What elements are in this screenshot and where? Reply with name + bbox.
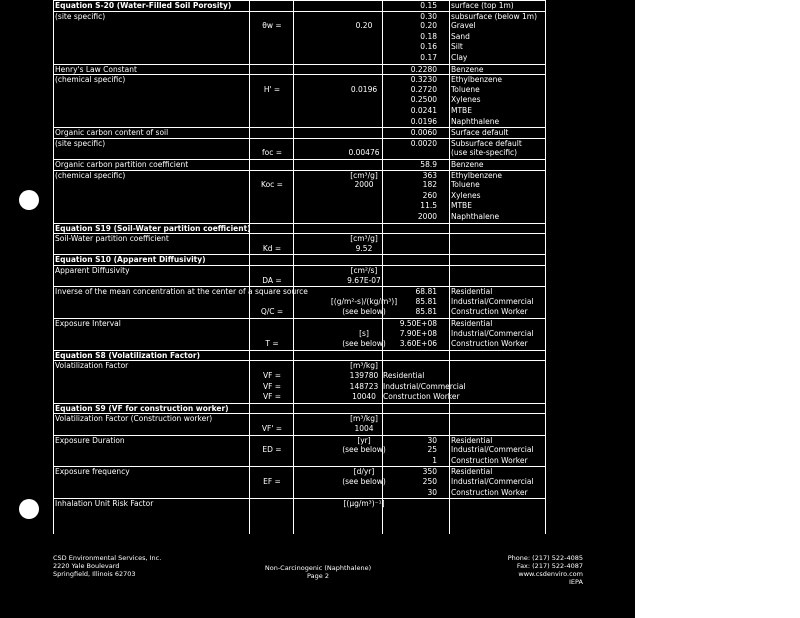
- table-row: [53, 191, 545, 202]
- number-cell: 0.15: [420, 1, 437, 10]
- table-row: [53, 53, 545, 64]
- document-subtitle: Non-Carcinogenic (Naphthalene): [264, 564, 372, 572]
- number-cell: 30: [427, 487, 437, 497]
- description-cell: Benzene: [451, 64, 484, 74]
- value-cell: 9.67E-07: [347, 275, 381, 285]
- agency-mark: IEPA: [569, 578, 583, 586]
- description-cell: Gravel: [451, 21, 476, 31]
- symbol-cell: VF =: [262, 392, 282, 402]
- description-cell: Industrial/Commercial: [451, 445, 534, 455]
- value-cell: [s]: [359, 328, 369, 338]
- description-cell: Sand: [451, 31, 470, 41]
- table-row: [53, 488, 545, 499]
- symbol-cell: Koc =: [261, 180, 283, 190]
- value-cell: [m³/kg]: [350, 414, 378, 424]
- table-row: [53, 85, 545, 96]
- number-cell: 3.60E+06: [399, 339, 437, 349]
- parameter-label: Equation S10 (Apparent Diffusivity): [55, 255, 206, 265]
- parameter-label: Volatilization Factor: [55, 361, 129, 371]
- parameter-label: Soil-Water partition coefficient: [55, 234, 169, 244]
- number-cell: 260: [422, 190, 437, 200]
- table-row: [53, 32, 545, 43]
- number-cell: 250: [422, 477, 437, 486]
- parameter-label: (site specific): [55, 138, 106, 148]
- symbol-cell: T =: [265, 339, 279, 349]
- description-cell: Subsurface default: [451, 138, 522, 148]
- description-cell: Naphthalene: [451, 116, 500, 126]
- symbol-cell: H' =: [263, 84, 281, 94]
- parameter-label: Exposure frequency: [55, 467, 130, 477]
- description-cell: MTBE: [451, 106, 472, 115]
- table-row: [53, 244, 545, 255]
- description-cell: Industrial/Commercial: [451, 296, 534, 306]
- description-cell: Surface default: [451, 128, 509, 138]
- description-cell: Industrial/Commercial: [451, 328, 534, 338]
- table-row: [53, 392, 545, 403]
- parameter-label: (chemical specific): [55, 170, 126, 180]
- symbol-cell: DA =: [262, 275, 282, 285]
- table-row: [53, 212, 545, 223]
- table-row: [53, 307, 545, 318]
- table-row: [53, 201, 545, 212]
- description-cell: Construction Worker: [383, 392, 460, 402]
- fax: Fax: (217) 522-4087: [516, 562, 583, 570]
- value-cell: [yr]: [357, 435, 371, 445]
- number-cell: 0.2500: [410, 95, 437, 105]
- number-cell: 0.0060: [410, 128, 437, 138]
- table-row: [53, 21, 545, 32]
- table-row: [53, 95, 545, 106]
- table-row: [53, 117, 545, 128]
- value-cell: (see below): [342, 339, 386, 349]
- parameter-label: Exposure Duration: [55, 435, 125, 445]
- description-cell: Silt: [451, 42, 463, 52]
- value-cell: 148723: [349, 381, 379, 391]
- number-cell: 0.2720: [410, 84, 437, 94]
- description-cell: Construction Worker: [451, 487, 528, 497]
- value-cell: (see below): [342, 445, 386, 455]
- number-cell: 0.18: [420, 31, 437, 41]
- street-address: 2220 Yale Boulevard: [53, 562, 120, 570]
- table-row: [53, 42, 545, 53]
- value-cell: 0.20: [355, 21, 373, 31]
- description-cell: Clay: [451, 53, 468, 62]
- page-number: Page 2: [307, 572, 329, 580]
- city-state: Springfield, Illinois 62703: [53, 570, 136, 578]
- symbol-cell: θw =: [262, 21, 282, 31]
- symbol-cell: ED =: [262, 445, 282, 455]
- number-cell: 0.0020: [410, 138, 437, 148]
- number-cell: 85.81: [415, 307, 437, 317]
- table-border: [545, 0, 546, 534]
- description-cell: Benzene: [451, 160, 484, 169]
- parameter-label: Exposure Interval: [55, 319, 121, 328]
- parameter-label: Equation S9 (VF for construction worker): [55, 403, 229, 413]
- description-cell: Residential: [451, 319, 493, 328]
- parameter-label: Organic carbon partition coefficient: [55, 160, 189, 169]
- table-row: [53, 498, 545, 510]
- value-cell: [d/yr]: [353, 467, 375, 477]
- value-cell: (see below): [342, 307, 386, 317]
- description-cell: Residential: [451, 435, 493, 445]
- table-row: [53, 382, 545, 393]
- table-row: [53, 148, 545, 159]
- number-cell: 85.81: [415, 296, 437, 306]
- table-row: [53, 371, 545, 382]
- value-cell: 1004: [354, 424, 374, 433]
- website: www.csdenviro.com: [518, 570, 583, 578]
- symbol-cell: EF =: [263, 477, 281, 486]
- number-cell: 0.0241: [410, 106, 437, 115]
- value-cell: [cm²/s]: [350, 266, 378, 275]
- description-cell: Toluene: [451, 84, 480, 94]
- description-cell: Xylenes: [451, 190, 481, 200]
- table-row: [53, 297, 545, 308]
- page-caption: [263, 564, 373, 580]
- description-cell: Construction Worker: [451, 339, 528, 349]
- parameter-label: (chemical specific): [55, 75, 126, 85]
- number-cell: 2000: [417, 212, 437, 221]
- parameter-label: Henry's Law Constant: [55, 64, 137, 74]
- number-cell: 0.3230: [410, 75, 437, 85]
- number-cell: 0.0196: [410, 116, 437, 126]
- parameter-label: Equation S8 (Volatilization Factor): [55, 350, 201, 360]
- number-cell: 350: [422, 467, 437, 477]
- symbol-cell: VF =: [262, 381, 282, 391]
- table-row: [53, 445, 545, 456]
- value-cell: 2000: [354, 180, 374, 190]
- parameter-label: (site specific): [55, 11, 106, 21]
- parameter-label: Volatilization Factor (Construction worker): [55, 414, 213, 424]
- value-cell: 0.0196: [350, 84, 378, 94]
- symbol-cell: VF' =: [261, 424, 283, 433]
- parameter-label: Equation S19 (Soil-Water partition coefficient): [55, 223, 251, 233]
- number-cell: 9.50E+08: [399, 319, 437, 328]
- number-cell: 11.5: [420, 201, 437, 211]
- company-address: [53, 554, 161, 578]
- table-row: [53, 276, 545, 287]
- table-row: [53, 477, 545, 488]
- number-cell: 0.17: [420, 53, 437, 62]
- value-cell: [m³/kg]: [350, 361, 378, 371]
- description-cell: (use site-specific): [451, 148, 518, 158]
- description-cell: Ethylbenzene: [451, 75, 503, 85]
- number-cell: 68.81: [415, 287, 437, 297]
- description-cell: Xylenes: [451, 95, 481, 105]
- value-cell: 139780: [349, 371, 379, 380]
- number-cell: 182: [422, 180, 437, 190]
- symbol-cell: Q/C =: [260, 307, 284, 317]
- value-cell: 0.00476: [348, 148, 380, 158]
- parameter-label: Equation S-20 (Water-Filled Soil Porosity): [55, 1, 232, 10]
- description-cell: Naphthalene: [451, 212, 500, 221]
- value-cell: 10040: [352, 392, 376, 402]
- description-cell: MTBE: [451, 201, 472, 211]
- table-row: [53, 329, 545, 340]
- symbol-cell: foc =: [261, 148, 283, 158]
- table-row: [53, 339, 545, 350]
- parameter-label: Apparent Diffusivity: [55, 266, 130, 275]
- value-cell: [(μg/m³)⁻¹]: [343, 499, 385, 509]
- description-cell: subsurface (below 1m): [451, 11, 538, 21]
- description-cell: Ethylbenzene: [451, 170, 503, 180]
- description-cell: Residential: [451, 467, 493, 477]
- description-cell: surface (top 1m): [451, 1, 514, 10]
- number-cell: 363: [422, 170, 437, 180]
- number-cell: 7.90E+08: [399, 328, 437, 338]
- parameter-label: Inhalation Unit Risk Factor: [55, 499, 154, 509]
- table-row: [53, 106, 545, 117]
- symbol-cell: Kd =: [262, 243, 282, 253]
- number-cell: 0.30: [420, 11, 437, 21]
- description-cell: Industrial/Commercial: [451, 477, 534, 486]
- number-cell: 58.9: [420, 160, 437, 169]
- table-row: [53, 424, 545, 435]
- symbol-cell: VF =: [262, 371, 282, 380]
- number-cell: 25: [427, 445, 437, 455]
- parameter-label: Organic carbon content of soil: [55, 128, 169, 138]
- number-cell: 0.16: [420, 42, 437, 52]
- number-cell: 0.2280: [410, 64, 437, 74]
- number-cell: 1: [432, 455, 437, 465]
- value-cell: [cm³/g]: [350, 234, 378, 244]
- parameter-label: Inverse of the mean concentration at the center of a square source: [55, 287, 308, 297]
- number-cell: 30: [427, 435, 437, 445]
- company-name: CSD Environmental Services, Inc.: [53, 554, 162, 562]
- contact-info: [483, 554, 583, 586]
- value-cell: [cm³/g]: [350, 170, 378, 180]
- description-cell: Residential: [383, 371, 425, 380]
- description-cell: Industrial/Commercial: [383, 381, 466, 391]
- number-cell: 0.20: [420, 21, 437, 31]
- description-cell: Toluene: [451, 180, 480, 190]
- value-cell: [(g/m²-s)/(kg/m³)]: [330, 296, 398, 306]
- table-row: [53, 456, 545, 467]
- description-cell: Construction Worker: [451, 455, 528, 465]
- table-row: [53, 180, 545, 191]
- description-cell: Residential: [451, 287, 493, 297]
- value-cell: (see below): [342, 477, 386, 486]
- value-cell: 9.52: [355, 243, 373, 253]
- description-cell: Construction Worker: [451, 307, 528, 317]
- phone: Phone: (217) 522-4085: [507, 554, 583, 562]
